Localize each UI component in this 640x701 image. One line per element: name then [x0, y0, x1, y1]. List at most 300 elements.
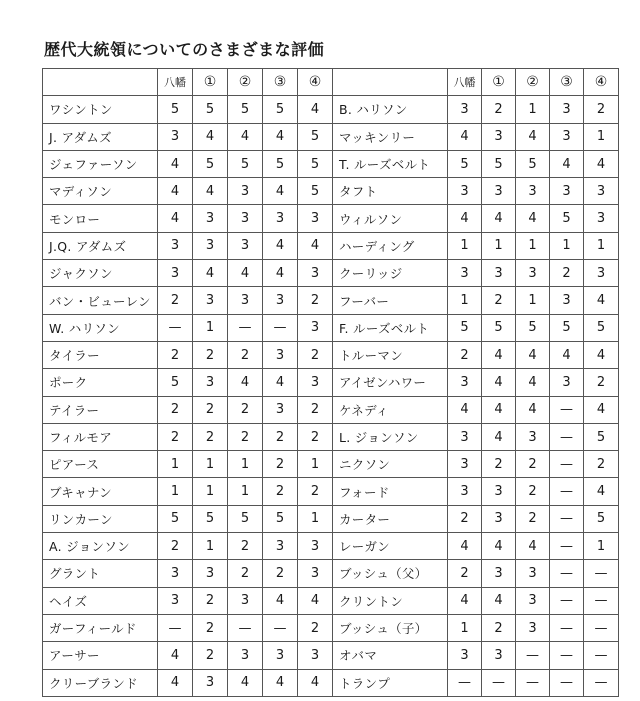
table-row: [43, 587, 619, 614]
left-rating-3-cell: 2: [263, 560, 298, 587]
right-name-cell: トランプ: [333, 669, 448, 696]
left-rating-3-cell: 4: [263, 669, 298, 696]
left-rating-4-cell: 5: [298, 178, 333, 205]
right-name-cell: オバマ: [333, 642, 448, 669]
right-rating-3-cell: —: [550, 451, 584, 478]
right-name-cell: マッキンリー: [333, 123, 448, 150]
table-row: [43, 178, 619, 205]
left-rating-1-cell: 4: [193, 123, 228, 150]
left-rating-1-cell: 3: [193, 669, 228, 696]
header-col4-right: ④: [584, 69, 619, 96]
right-rating-3-cell: —: [550, 642, 584, 669]
right-rating-2-cell: 4: [516, 369, 550, 396]
left-rating-1-cell: 2: [193, 614, 228, 641]
table-row: [43, 150, 619, 177]
left-rating-4-cell: 4: [298, 232, 333, 259]
table-row: [43, 205, 619, 232]
right-rating-4-cell: 1: [584, 533, 619, 560]
left-name-cell: テイラー: [43, 396, 158, 423]
right-hachiman-cell: 3: [448, 260, 482, 287]
left-rating-1-cell: 1: [193, 451, 228, 478]
right-rating-3-cell: 4: [550, 341, 584, 368]
table-row: [43, 533, 619, 560]
right-rating-2-cell: 3: [516, 423, 550, 450]
left-rating-2-cell: 4: [228, 260, 263, 287]
right-rating-2-cell: 3: [516, 587, 550, 614]
left-rating-4-cell: 1: [298, 505, 333, 532]
right-rating-4-cell: —: [584, 614, 619, 641]
left-name-cell: ポーク: [43, 369, 158, 396]
table-row: [43, 369, 619, 396]
right-rating-3-cell: —: [550, 423, 584, 450]
left-rating-2-cell: 4: [228, 669, 263, 696]
left-rating-4-cell: 3: [298, 560, 333, 587]
right-rating-3-cell: 1: [550, 232, 584, 259]
right-rating-1-cell: 2: [482, 451, 516, 478]
header-hachiman-right: 八幡: [448, 69, 482, 96]
right-rating-4-cell: —: [584, 642, 619, 669]
table-row: [43, 451, 619, 478]
right-hachiman-cell: 2: [448, 560, 482, 587]
left-hachiman-cell: 3: [158, 260, 193, 287]
left-rating-1-cell: 3: [193, 369, 228, 396]
right-hachiman-cell: —: [448, 669, 482, 696]
right-rating-1-cell: 4: [482, 423, 516, 450]
header-name-left: [43, 69, 158, 96]
right-rating-2-cell: 4: [516, 123, 550, 150]
header-col4-left: ④: [298, 69, 333, 96]
left-name-cell: リンカーン: [43, 505, 158, 532]
left-rating-4-cell: 3: [298, 642, 333, 669]
left-rating-3-cell: 4: [263, 587, 298, 614]
right-rating-4-cell: 4: [584, 396, 619, 423]
right-name-cell: ウィルソン: [333, 205, 448, 232]
left-hachiman-cell: 3: [158, 232, 193, 259]
right-rating-1-cell: 3: [482, 560, 516, 587]
right-rating-3-cell: 3: [550, 123, 584, 150]
right-rating-1-cell: 4: [482, 396, 516, 423]
left-rating-2-cell: 3: [228, 587, 263, 614]
left-rating-4-cell: 4: [298, 587, 333, 614]
left-hachiman-cell: 4: [158, 205, 193, 232]
right-hachiman-cell: 4: [448, 205, 482, 232]
left-rating-1-cell: 5: [193, 96, 228, 123]
left-rating-1-cell: 5: [193, 150, 228, 177]
left-rating-4-cell: 2: [298, 341, 333, 368]
right-hachiman-cell: 4: [448, 587, 482, 614]
right-hachiman-cell: 3: [448, 642, 482, 669]
left-rating-4-cell: 1: [298, 451, 333, 478]
right-name-cell: カーター: [333, 505, 448, 532]
right-rating-4-cell: 3: [584, 260, 619, 287]
left-name-cell: ジャクソン: [43, 260, 158, 287]
right-rating-4-cell: 4: [584, 287, 619, 314]
left-rating-1-cell: 5: [193, 505, 228, 532]
left-rating-2-cell: 5: [228, 96, 263, 123]
right-rating-4-cell: 4: [584, 478, 619, 505]
right-rating-2-cell: 5: [516, 314, 550, 341]
left-rating-3-cell: 5: [263, 150, 298, 177]
left-rating-1-cell: 3: [193, 287, 228, 314]
left-rating-2-cell: 1: [228, 478, 263, 505]
right-name-cell: ニクソン: [333, 451, 448, 478]
table-row: [43, 96, 619, 123]
right-rating-3-cell: 5: [550, 205, 584, 232]
left-rating-1-cell: 3: [193, 205, 228, 232]
left-name-cell: モンロー: [43, 205, 158, 232]
left-hachiman-cell: —: [158, 614, 193, 641]
right-rating-4-cell: —: [584, 560, 619, 587]
left-rating-2-cell: 4: [228, 369, 263, 396]
left-rating-2-cell: 3: [228, 642, 263, 669]
right-rating-2-cell: 5: [516, 150, 550, 177]
left-name-cell: バン・ビューレン: [43, 287, 158, 314]
left-name-cell: W. ハリソン: [43, 314, 158, 341]
left-rating-4-cell: 3: [298, 369, 333, 396]
left-name-cell: ヘイズ: [43, 587, 158, 614]
right-hachiman-cell: 4: [448, 396, 482, 423]
right-hachiman-cell: 4: [448, 123, 482, 150]
right-rating-1-cell: 5: [482, 314, 516, 341]
right-rating-2-cell: 3: [516, 178, 550, 205]
left-name-cell: クリーブランド: [43, 669, 158, 696]
right-rating-4-cell: 1: [584, 123, 619, 150]
left-rating-2-cell: 5: [228, 505, 263, 532]
left-rating-4-cell: 3: [298, 314, 333, 341]
left-rating-4-cell: 3: [298, 260, 333, 287]
right-name-cell: タフト: [333, 178, 448, 205]
table-row: [43, 341, 619, 368]
left-name-cell: ブキャナン: [43, 478, 158, 505]
left-rating-1-cell: 2: [193, 587, 228, 614]
left-rating-1-cell: 2: [193, 341, 228, 368]
right-rating-4-cell: 2: [584, 96, 619, 123]
right-rating-3-cell: —: [550, 669, 584, 696]
right-rating-3-cell: —: [550, 533, 584, 560]
right-name-cell: フーバー: [333, 287, 448, 314]
left-name-cell: タイラー: [43, 341, 158, 368]
left-rating-2-cell: 4: [228, 123, 263, 150]
right-rating-1-cell: 2: [482, 614, 516, 641]
right-rating-4-cell: —: [584, 587, 619, 614]
left-rating-2-cell: 1: [228, 451, 263, 478]
left-rating-3-cell: —: [263, 314, 298, 341]
right-rating-2-cell: 4: [516, 533, 550, 560]
right-name-cell: F. ルーズベルト: [333, 314, 448, 341]
ratings-table: [42, 68, 619, 697]
right-hachiman-cell: 3: [448, 178, 482, 205]
right-rating-2-cell: 2: [516, 505, 550, 532]
table-row: [43, 232, 619, 259]
right-rating-2-cell: 1: [516, 96, 550, 123]
right-rating-2-cell: 3: [516, 560, 550, 587]
left-rating-4-cell: 4: [298, 669, 333, 696]
left-hachiman-cell: 3: [158, 560, 193, 587]
right-hachiman-cell: 3: [448, 451, 482, 478]
right-rating-2-cell: 4: [516, 396, 550, 423]
right-name-cell: レーガン: [333, 533, 448, 560]
left-rating-1-cell: 2: [193, 423, 228, 450]
left-rating-3-cell: 3: [263, 287, 298, 314]
header-col2-left: ②: [228, 69, 263, 96]
left-rating-3-cell: 3: [263, 533, 298, 560]
right-rating-2-cell: —: [516, 642, 550, 669]
right-rating-1-cell: 5: [482, 150, 516, 177]
right-rating-4-cell: 2: [584, 369, 619, 396]
right-rating-2-cell: 3: [516, 614, 550, 641]
header-col3-left: ③: [263, 69, 298, 96]
left-rating-1-cell: 4: [193, 178, 228, 205]
table-row: [43, 642, 619, 669]
right-rating-3-cell: 5: [550, 314, 584, 341]
header-col1-right: ①: [482, 69, 516, 96]
table-row: [43, 396, 619, 423]
right-hachiman-cell: 3: [448, 369, 482, 396]
right-rating-1-cell: 3: [482, 478, 516, 505]
left-rating-3-cell: 2: [263, 451, 298, 478]
header-hachiman-left: 八幡: [158, 69, 193, 96]
left-name-cell: アーサー: [43, 642, 158, 669]
right-rating-2-cell: 4: [516, 341, 550, 368]
header-name-right: [333, 69, 448, 96]
right-rating-3-cell: 3: [550, 96, 584, 123]
right-name-cell: クーリッジ: [333, 260, 448, 287]
right-rating-3-cell: 3: [550, 178, 584, 205]
right-rating-4-cell: 5: [584, 505, 619, 532]
right-name-cell: ケネディ: [333, 396, 448, 423]
right-rating-4-cell: 4: [584, 341, 619, 368]
right-name-cell: フォード: [333, 478, 448, 505]
right-rating-3-cell: 2: [550, 260, 584, 287]
right-rating-1-cell: 3: [482, 123, 516, 150]
right-rating-3-cell: —: [550, 478, 584, 505]
left-rating-3-cell: 2: [263, 423, 298, 450]
left-hachiman-cell: 5: [158, 369, 193, 396]
table-row: [43, 260, 619, 287]
left-rating-2-cell: 3: [228, 287, 263, 314]
left-name-cell: J. アダムズ: [43, 123, 158, 150]
table-header-row: [43, 69, 619, 96]
left-name-cell: A. ジョンソン: [43, 533, 158, 560]
right-rating-1-cell: 4: [482, 369, 516, 396]
left-name-cell: ガーフィールド: [43, 614, 158, 641]
left-rating-2-cell: 3: [228, 232, 263, 259]
left-name-cell: ワシントン: [43, 96, 158, 123]
table-row: [43, 478, 619, 505]
table-row: [43, 123, 619, 150]
left-rating-3-cell: 2: [263, 478, 298, 505]
right-rating-1-cell: 1: [482, 232, 516, 259]
left-hachiman-cell: —: [158, 314, 193, 341]
header-col2-right: ②: [516, 69, 550, 96]
right-hachiman-cell: 2: [448, 341, 482, 368]
left-rating-2-cell: 3: [228, 205, 263, 232]
right-rating-4-cell: 5: [584, 423, 619, 450]
left-rating-3-cell: 4: [263, 369, 298, 396]
left-rating-3-cell: 3: [263, 341, 298, 368]
right-rating-3-cell: 3: [550, 287, 584, 314]
right-hachiman-cell: 1: [448, 232, 482, 259]
left-hachiman-cell: 2: [158, 341, 193, 368]
right-name-cell: B. ハリソン: [333, 96, 448, 123]
left-rating-3-cell: 4: [263, 260, 298, 287]
left-rating-2-cell: 2: [228, 423, 263, 450]
right-rating-4-cell: 3: [584, 178, 619, 205]
right-rating-3-cell: 3: [550, 369, 584, 396]
left-rating-4-cell: 2: [298, 423, 333, 450]
left-rating-4-cell: 2: [298, 396, 333, 423]
left-rating-3-cell: 5: [263, 96, 298, 123]
right-name-cell: クリントン: [333, 587, 448, 614]
left-rating-2-cell: 3: [228, 178, 263, 205]
left-rating-4-cell: 5: [298, 123, 333, 150]
left-rating-2-cell: 2: [228, 396, 263, 423]
table-row: [43, 560, 619, 587]
left-rating-3-cell: 3: [263, 642, 298, 669]
left-hachiman-cell: 4: [158, 669, 193, 696]
left-hachiman-cell: 2: [158, 423, 193, 450]
right-hachiman-cell: 1: [448, 614, 482, 641]
table-row: [43, 287, 619, 314]
left-hachiman-cell: 4: [158, 642, 193, 669]
right-name-cell: トルーマン: [333, 341, 448, 368]
left-rating-3-cell: 4: [263, 232, 298, 259]
left-hachiman-cell: 5: [158, 505, 193, 532]
right-name-cell: T. ルーズベルト: [333, 150, 448, 177]
left-rating-1-cell: 2: [193, 642, 228, 669]
left-name-cell: ジェファーソン: [43, 150, 158, 177]
left-rating-3-cell: 3: [263, 205, 298, 232]
right-rating-2-cell: —: [516, 669, 550, 696]
left-name-cell: フィルモア: [43, 423, 158, 450]
left-hachiman-cell: 3: [158, 123, 193, 150]
right-hachiman-cell: 4: [448, 533, 482, 560]
right-rating-3-cell: —: [550, 587, 584, 614]
left-hachiman-cell: 2: [158, 533, 193, 560]
left-rating-4-cell: 2: [298, 478, 333, 505]
right-rating-3-cell: —: [550, 505, 584, 532]
left-rating-1-cell: 3: [193, 232, 228, 259]
left-rating-1-cell: 1: [193, 314, 228, 341]
table-row: [43, 314, 619, 341]
right-name-cell: ブッシュ（子）: [333, 614, 448, 641]
left-rating-4-cell: 2: [298, 614, 333, 641]
right-rating-1-cell: 2: [482, 287, 516, 314]
right-hachiman-cell: 3: [448, 96, 482, 123]
right-name-cell: ハーディング: [333, 232, 448, 259]
right-rating-1-cell: —: [482, 669, 516, 696]
right-hachiman-cell: 3: [448, 423, 482, 450]
table-row: [43, 423, 619, 450]
right-name-cell: ブッシュ（父）: [333, 560, 448, 587]
right-hachiman-cell: 5: [448, 314, 482, 341]
left-hachiman-cell: 4: [158, 178, 193, 205]
left-rating-4-cell: 5: [298, 150, 333, 177]
left-rating-4-cell: 3: [298, 533, 333, 560]
header-col3-right: ③: [550, 69, 584, 96]
right-rating-2-cell: 3: [516, 260, 550, 287]
left-hachiman-cell: 1: [158, 451, 193, 478]
right-name-cell: アイゼンハワー: [333, 369, 448, 396]
left-rating-2-cell: 2: [228, 341, 263, 368]
left-name-cell: J.Q. アダムズ: [43, 232, 158, 259]
right-rating-2-cell: 1: [516, 287, 550, 314]
left-hachiman-cell: 5: [158, 96, 193, 123]
left-rating-2-cell: 5: [228, 150, 263, 177]
right-rating-1-cell: 2: [482, 96, 516, 123]
left-rating-3-cell: —: [263, 614, 298, 641]
right-rating-1-cell: 4: [482, 587, 516, 614]
right-rating-4-cell: 2: [584, 451, 619, 478]
table-row: [43, 614, 619, 641]
right-rating-3-cell: —: [550, 396, 584, 423]
right-rating-1-cell: 4: [482, 533, 516, 560]
right-rating-3-cell: —: [550, 560, 584, 587]
right-rating-4-cell: 4: [584, 150, 619, 177]
right-rating-2-cell: 2: [516, 478, 550, 505]
left-name-cell: ピアース: [43, 451, 158, 478]
right-rating-1-cell: 3: [482, 505, 516, 532]
left-rating-1-cell: 1: [193, 533, 228, 560]
left-hachiman-cell: 4: [158, 150, 193, 177]
left-hachiman-cell: 2: [158, 287, 193, 314]
right-hachiman-cell: 3: [448, 478, 482, 505]
right-rating-1-cell: 4: [482, 205, 516, 232]
left-rating-3-cell: 3: [263, 396, 298, 423]
right-name-cell: L. ジョンソン: [333, 423, 448, 450]
left-rating-3-cell: 5: [263, 505, 298, 532]
left-rating-2-cell: 2: [228, 533, 263, 560]
left-rating-2-cell: 2: [228, 560, 263, 587]
left-rating-1-cell: 2: [193, 396, 228, 423]
left-rating-3-cell: 4: [263, 123, 298, 150]
right-rating-4-cell: —: [584, 669, 619, 696]
page-title: 歴代大統領についてのさまざまな評価: [44, 40, 325, 59]
right-rating-1-cell: 4: [482, 341, 516, 368]
left-rating-4-cell: 4: [298, 96, 333, 123]
right-rating-4-cell: 1: [584, 232, 619, 259]
right-rating-1-cell: 3: [482, 178, 516, 205]
left-name-cell: マディソン: [43, 178, 158, 205]
left-name-cell: グラント: [43, 560, 158, 587]
right-hachiman-cell: 1: [448, 287, 482, 314]
left-rating-1-cell: 3: [193, 560, 228, 587]
left-hachiman-cell: 1: [158, 478, 193, 505]
right-rating-2-cell: 1: [516, 232, 550, 259]
left-rating-1-cell: 1: [193, 478, 228, 505]
right-rating-3-cell: —: [550, 614, 584, 641]
left-rating-2-cell: —: [228, 314, 263, 341]
table-row: [43, 669, 619, 696]
table-body: [43, 96, 619, 697]
right-rating-4-cell: 3: [584, 205, 619, 232]
right-hachiman-cell: 5: [448, 150, 482, 177]
left-hachiman-cell: 3: [158, 587, 193, 614]
left-rating-3-cell: 4: [263, 178, 298, 205]
right-rating-3-cell: 4: [550, 150, 584, 177]
left-rating-4-cell: 3: [298, 205, 333, 232]
right-rating-4-cell: 5: [584, 314, 619, 341]
right-rating-1-cell: 3: [482, 642, 516, 669]
left-rating-1-cell: 4: [193, 260, 228, 287]
right-rating-2-cell: 4: [516, 205, 550, 232]
left-rating-2-cell: —: [228, 614, 263, 641]
table-row: [43, 505, 619, 532]
left-rating-4-cell: 2: [298, 287, 333, 314]
right-rating-2-cell: 2: [516, 451, 550, 478]
right-rating-1-cell: 3: [482, 260, 516, 287]
left-hachiman-cell: 2: [158, 396, 193, 423]
